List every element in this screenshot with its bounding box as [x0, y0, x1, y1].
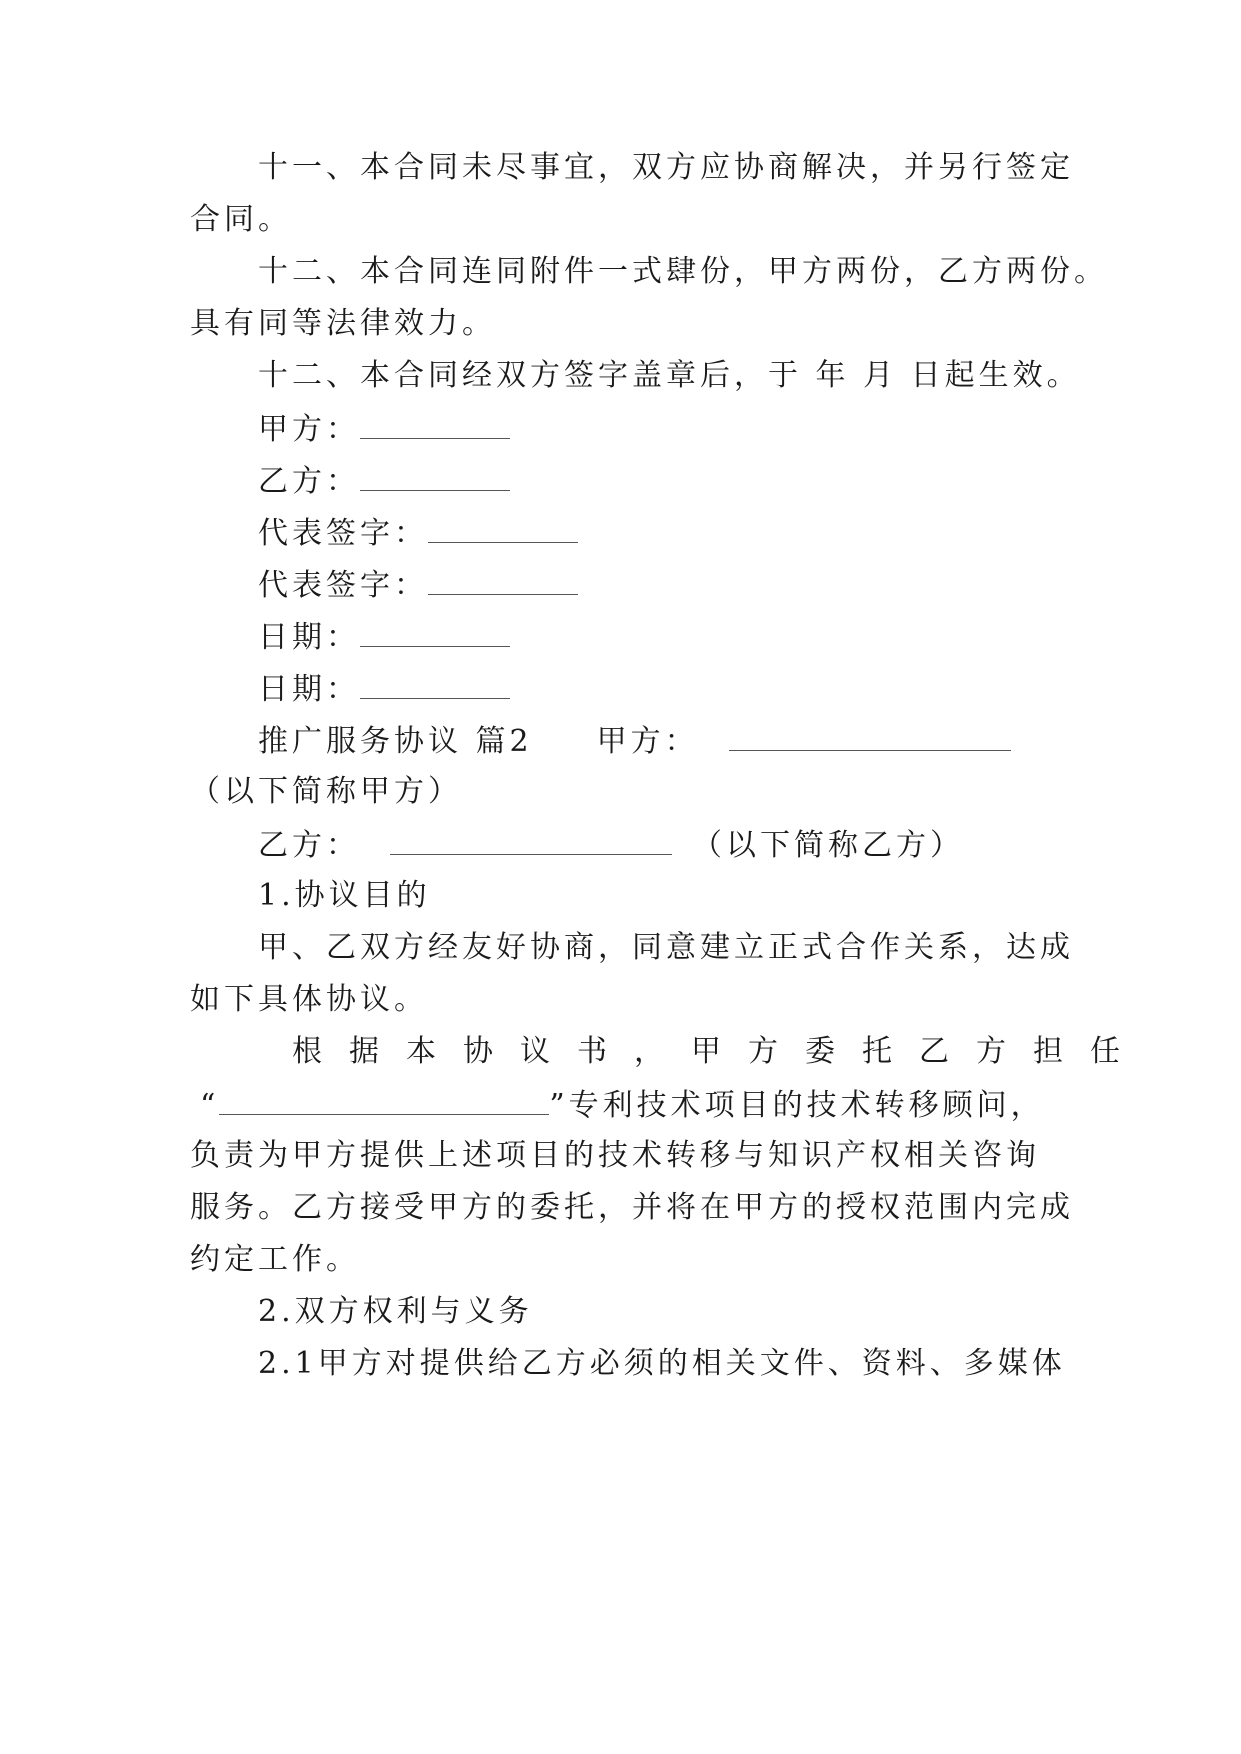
- agreement2-heading: 推广服务协议 篇2: [258, 724, 533, 759]
- party-b-signature-row: [258, 460, 510, 502]
- section-1-p1-line-2: 如下具体协议。: [190, 982, 428, 1017]
- party-a-label: 甲方：: [258, 412, 360, 447]
- rep-sign-blank-b[interactable]: [428, 564, 578, 595]
- rep-sign-blank-a[interactable]: [428, 512, 578, 543]
- date-row-b: [258, 668, 510, 710]
- section-2-title: 2.双方权利与义务: [258, 1294, 533, 1329]
- date-label-b: 日期：: [258, 672, 360, 707]
- section-1-p1-line-1: 甲、乙双方经友好协商，同意建立正式合作关系，达成: [258, 930, 1074, 965]
- date-label-a: 日期：: [258, 620, 360, 655]
- section-1-title: 1.协议目的: [258, 878, 431, 913]
- party-b-blank[interactable]: [360, 460, 510, 491]
- section-1-p2-line-4: 服务。乙方接受甲方的委托，并将在甲方的授权范围内完成: [190, 1190, 1074, 1225]
- section-1-p2-line-5: 约定工作。: [190, 1242, 360, 1277]
- section-2-1-line-1: 2.1甲方对提供给乙方必须的相关文件、资料、多媒体: [258, 1346, 1066, 1381]
- rep-sign-row-b: [258, 564, 578, 606]
- party-a-blank[interactable]: [360, 408, 510, 439]
- clause-12b-line-1: 十二、本合同经双方签字盖章后，于 年 月 日起生效。: [258, 358, 1081, 393]
- section-1-p2-line-3: 负责为甲方提供上述项目的技术转移与知识产权相关咨询: [190, 1138, 1040, 1173]
- date-blank-a[interactable]: [360, 616, 510, 647]
- rep-sign-row-a: [258, 512, 578, 554]
- agreement2-heading-row: [258, 720, 1011, 762]
- section-1-p2-line-2-rest: ”专利技术项目的技术转移顾问，: [549, 1088, 1045, 1123]
- rep-sign-label-a: 代表签字：: [258, 516, 428, 551]
- agreement2-party-a-blank[interactable]: [729, 720, 1011, 751]
- agreement2-party-b-note: （以下简称乙方）: [692, 828, 964, 863]
- project-name-blank[interactable]: [219, 1084, 549, 1115]
- agreement2-party-b-row: [258, 824, 964, 866]
- section-1-p2-line-1: 根据本协议书，甲方委托乙方担任: [292, 1034, 1147, 1069]
- agreement2-party-b-label: 乙方：: [258, 828, 360, 863]
- date-row-a: [258, 616, 510, 658]
- clause-12a-line-2: 具有同等法律效力。: [190, 306, 496, 341]
- clause-12a-line-1: 十二、本合同连同附件一式肆份，甲方两份，乙方两份。: [258, 254, 1108, 289]
- agreement2-party-b-blank[interactable]: [390, 824, 672, 855]
- agreement2-party-a-note: （以下简称甲方）: [190, 774, 462, 809]
- party-b-label: 乙方：: [258, 464, 360, 499]
- date-blank-b[interactable]: [360, 668, 510, 699]
- party-a-signature-row: [258, 408, 510, 450]
- section-1-p2-line-2: [200, 1084, 1045, 1126]
- clause-11-line-1: 十一、本合同未尽事宜，双方应协商解决，并另行签定: [258, 150, 1074, 185]
- agreement2-party-a-label: 甲方：: [596, 724, 699, 759]
- rep-sign-label-b: 代表签字：: [258, 568, 428, 603]
- clause-11-line-2: 合同。: [190, 202, 292, 237]
- open-quote: “: [200, 1088, 220, 1123]
